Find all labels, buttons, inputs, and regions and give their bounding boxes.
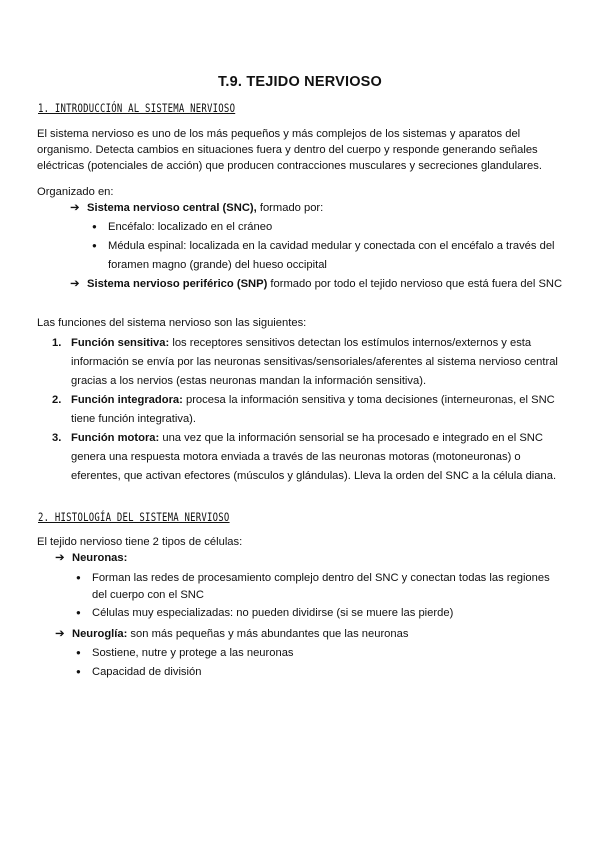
intro-paragraph: El sistema nervioso es uno de los más pequeños y más complejos de los sistemas y aparatos del organismo. Detecta cambios en situaciones fuera y dentro del cuerpo y responde generando señales eléctricas (potenciales de acción) que producen contracciones musculares y secreciones glandulares. <box>37 128 542 172</box>
page-title: T.9. TEJIDO NERVIOSO <box>217 74 383 90</box>
function-motora-line2: genera una respuesta motora enviada a través de las neuronas motoras (motoneuronas) o <box>71 451 521 463</box>
funciones-intro: Las funciones del sistema nervioso son las siguientes: <box>37 317 307 329</box>
function-sensitiva-line3: gracias a los nervios (estas neuronas mandan la información sensitiva). <box>71 375 427 387</box>
arrow-icon: ➔ <box>55 628 65 640</box>
list-number-1: 1. <box>52 337 62 349</box>
neuroglia-label: Neuroglía: <box>72 628 128 640</box>
medula-item-line2: foramen magno (grande) del hueso occipital <box>108 259 327 271</box>
bullet-icon: ● <box>76 667 81 676</box>
neuroglia-bullet1: Sostiene, nutre y protege a las neuronas <box>92 647 294 659</box>
function-sensitiva-line1: Función sensitiva: los receptores sensitivos detectan los estímulos internos/externos y esta <box>71 337 532 349</box>
neuronas-label: Neuronas: <box>72 552 128 564</box>
neuronas-item <box>72 550 127 566</box>
function-sensitiva-line2: información se envía por las neuronas sensitivas/sensoriales/aferentes al sistema nervioso central <box>71 356 558 368</box>
organizado-label: Organizado en: <box>37 186 114 198</box>
function-integradora-line2: tiene función integrativa). <box>71 413 197 425</box>
snp-label: Sistema nervioso periférico (SNP) <box>87 278 268 290</box>
snp-item <box>87 276 562 292</box>
bullet-icon: ● <box>76 608 81 617</box>
arrow-icon: ➔ <box>55 552 65 564</box>
bullet-icon: ● <box>92 241 97 250</box>
snc-item <box>87 200 323 216</box>
function-integradora-line1: Función integradora: procesa la información sensitiva y toma decisiones (interneuronas, el SNC <box>71 394 555 406</box>
neuroglia-item <box>72 626 408 642</box>
arrow-icon: ➔ <box>70 202 80 214</box>
neuronas-bullet1-line2: del cuerpo con el SNC <box>92 589 204 601</box>
arrow-icon: ➔ <box>70 278 80 290</box>
medula-item-line1: Médula espinal: localizada en la cavidad medular y conectada con el encéfalo a través del <box>108 240 555 252</box>
function-motora-line1: Función motora: una vez que la información sensorial se ha procesado e integrado en el SNC <box>71 432 543 444</box>
neuroglia-text: son más pequeñas y más abundantes que las neuronas <box>127 628 409 640</box>
histologia-intro: El tejido nervioso tiene 2 tipos de células: <box>37 536 243 548</box>
function-integradora-label: Función integradora: <box>71 394 183 406</box>
function-sensitiva-label: Función sensitiva: <box>71 337 170 349</box>
function-motora-label: Función motora: <box>71 432 160 444</box>
list-number-3: 3. <box>52 432 62 444</box>
list-number-2: 2. <box>52 394 62 406</box>
bullet-icon: ● <box>92 222 97 231</box>
snc-label: Sistema nervioso central (SNC), <box>87 202 257 214</box>
snc-text: formado por: <box>256 202 324 214</box>
neuronas-bullet2: Células muy especializadas: no pueden dividirse (si se muere las pierde) <box>92 607 454 619</box>
section-heading-1: 1. INTRODUCCIÓN AL SISTEMA NERVIOSO <box>38 101 236 115</box>
bullet-icon: ● <box>76 648 81 657</box>
bullet-icon: ● <box>76 573 81 582</box>
snp-text: formado por todo el tejido nervioso que está fuera del SNC <box>267 278 563 290</box>
neuroglia-bullet2: Capacidad de división <box>92 666 202 678</box>
section-heading-2: 2. HISTOLOGÍA DEL SISTEMA NERVIOSO <box>38 510 230 524</box>
neuronas-bullet1-line1: Forman las redes de procesamiento complejo dentro del SNC y conectan todas las regiones <box>92 572 550 584</box>
function-motora-line3: eferentes, que activan efectores (músculos y glándulas). Lleva la orden del SNC a la célula diana. <box>71 470 557 482</box>
encefalo-item: Encéfalo: localizado en el cráneo <box>108 221 273 233</box>
